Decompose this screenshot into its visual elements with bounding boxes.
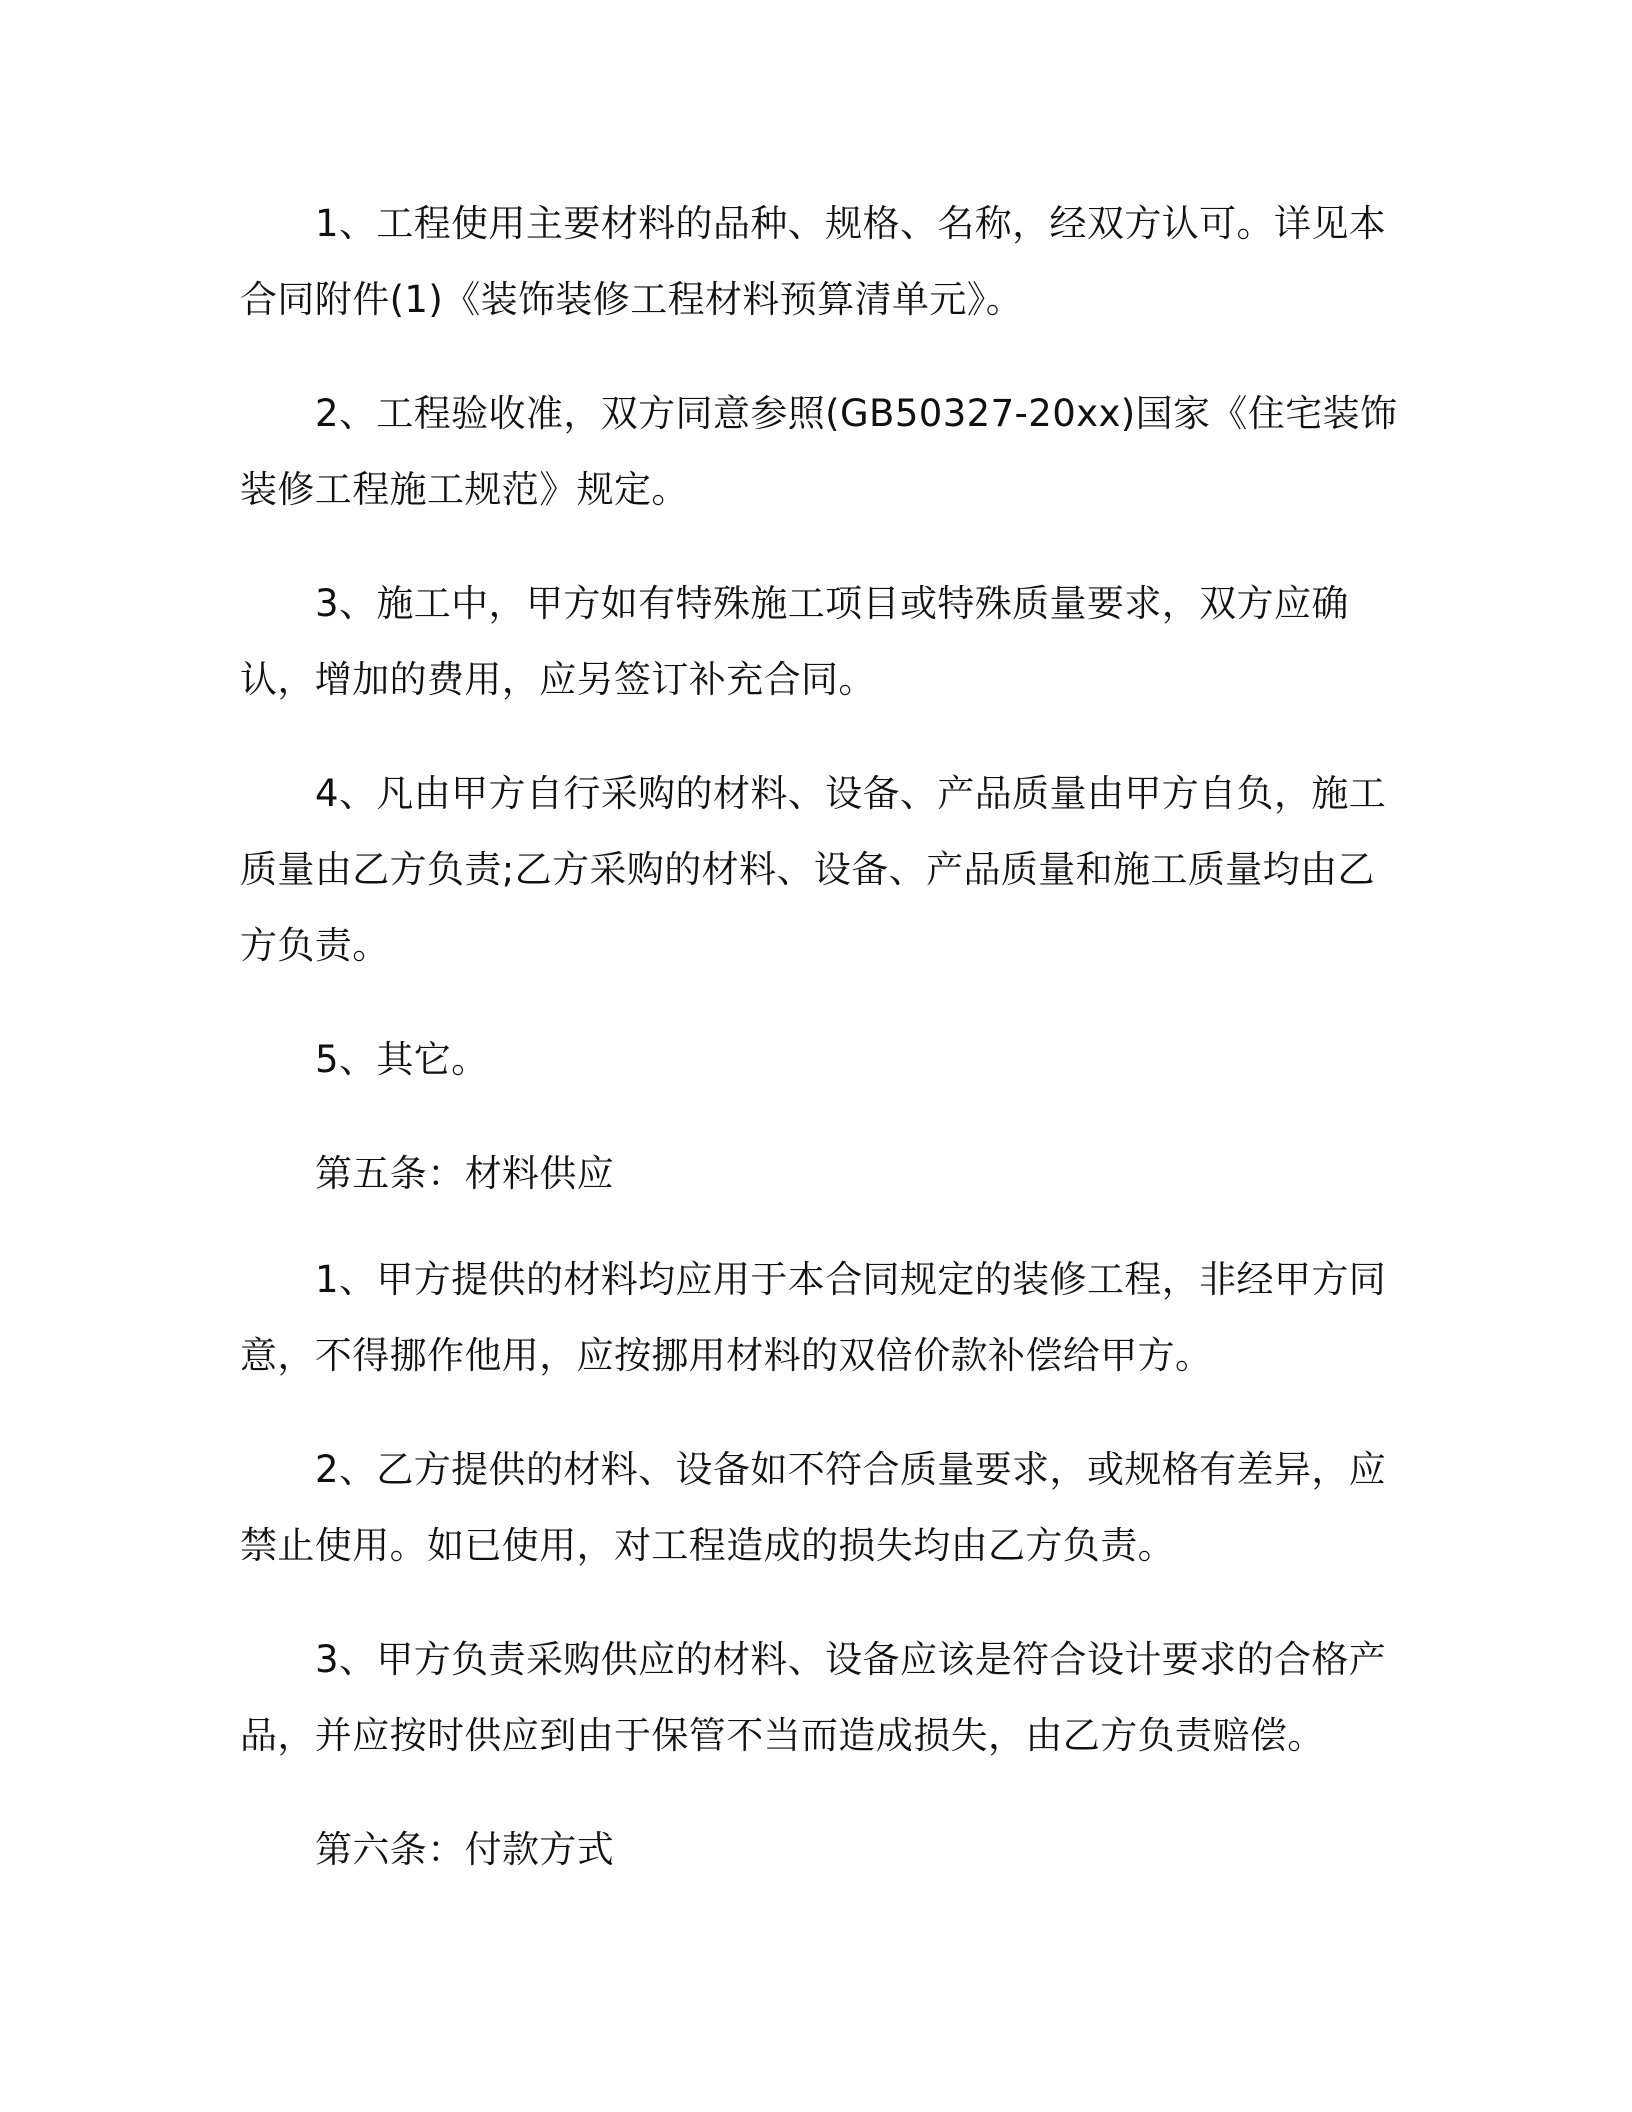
clause-paragraph: 2、乙方提供的材料、设备如不符合质量要求，或规格有差异，应禁止使用。如已使用，对工程造成的损失均由乙方负责。 — [240, 1448, 1387, 1567]
clause-paragraph: 4、凡由甲方自行采购的材料、设备、产品质量由甲方自负，施工质量由乙方负责;乙方采购的材料、设备、产品质量和施工质量均由乙方负责。 — [240, 772, 1387, 967]
clause-paragraph: 3、甲方负责采购供应的材料、设备应该是符合设计要求的合格产品，并应按时供应到由于保管不当而造成损失，由乙方负责赔偿。 — [240, 1638, 1387, 1757]
clause-paragraph: 3、施工中，甲方如有特殊施工项目或特殊质量要求，双方应确认，增加的费用，应另签订补充合同。 — [240, 582, 1349, 701]
clause-paragraph: 2、工程验收准，双方同意参照(GB50327-20xx)国家《住宅装饰装修工程施工规范》规定。 — [240, 392, 1398, 511]
document-body — [240, 186, 1400, 1918]
clause-paragraph: 1、工程使用主要材料的品种、规格、名称，经双方认可。详见本合同附件(1)《装饰装修工程材料预算清单元》。 — [240, 202, 1387, 321]
clause-paragraph: 5、其它。 — [315, 1038, 489, 1081]
clause-paragraph: 1、甲方提供的材料均应用于本合同规定的装修工程，非经甲方同意，不得挪作他用，应按挪用材料的双倍价款补偿给甲方。 — [240, 1258, 1387, 1377]
article-heading: 第六条：付款方式 — [315, 1828, 615, 1871]
article-heading: 第五条：材料供应 — [315, 1152, 615, 1195]
